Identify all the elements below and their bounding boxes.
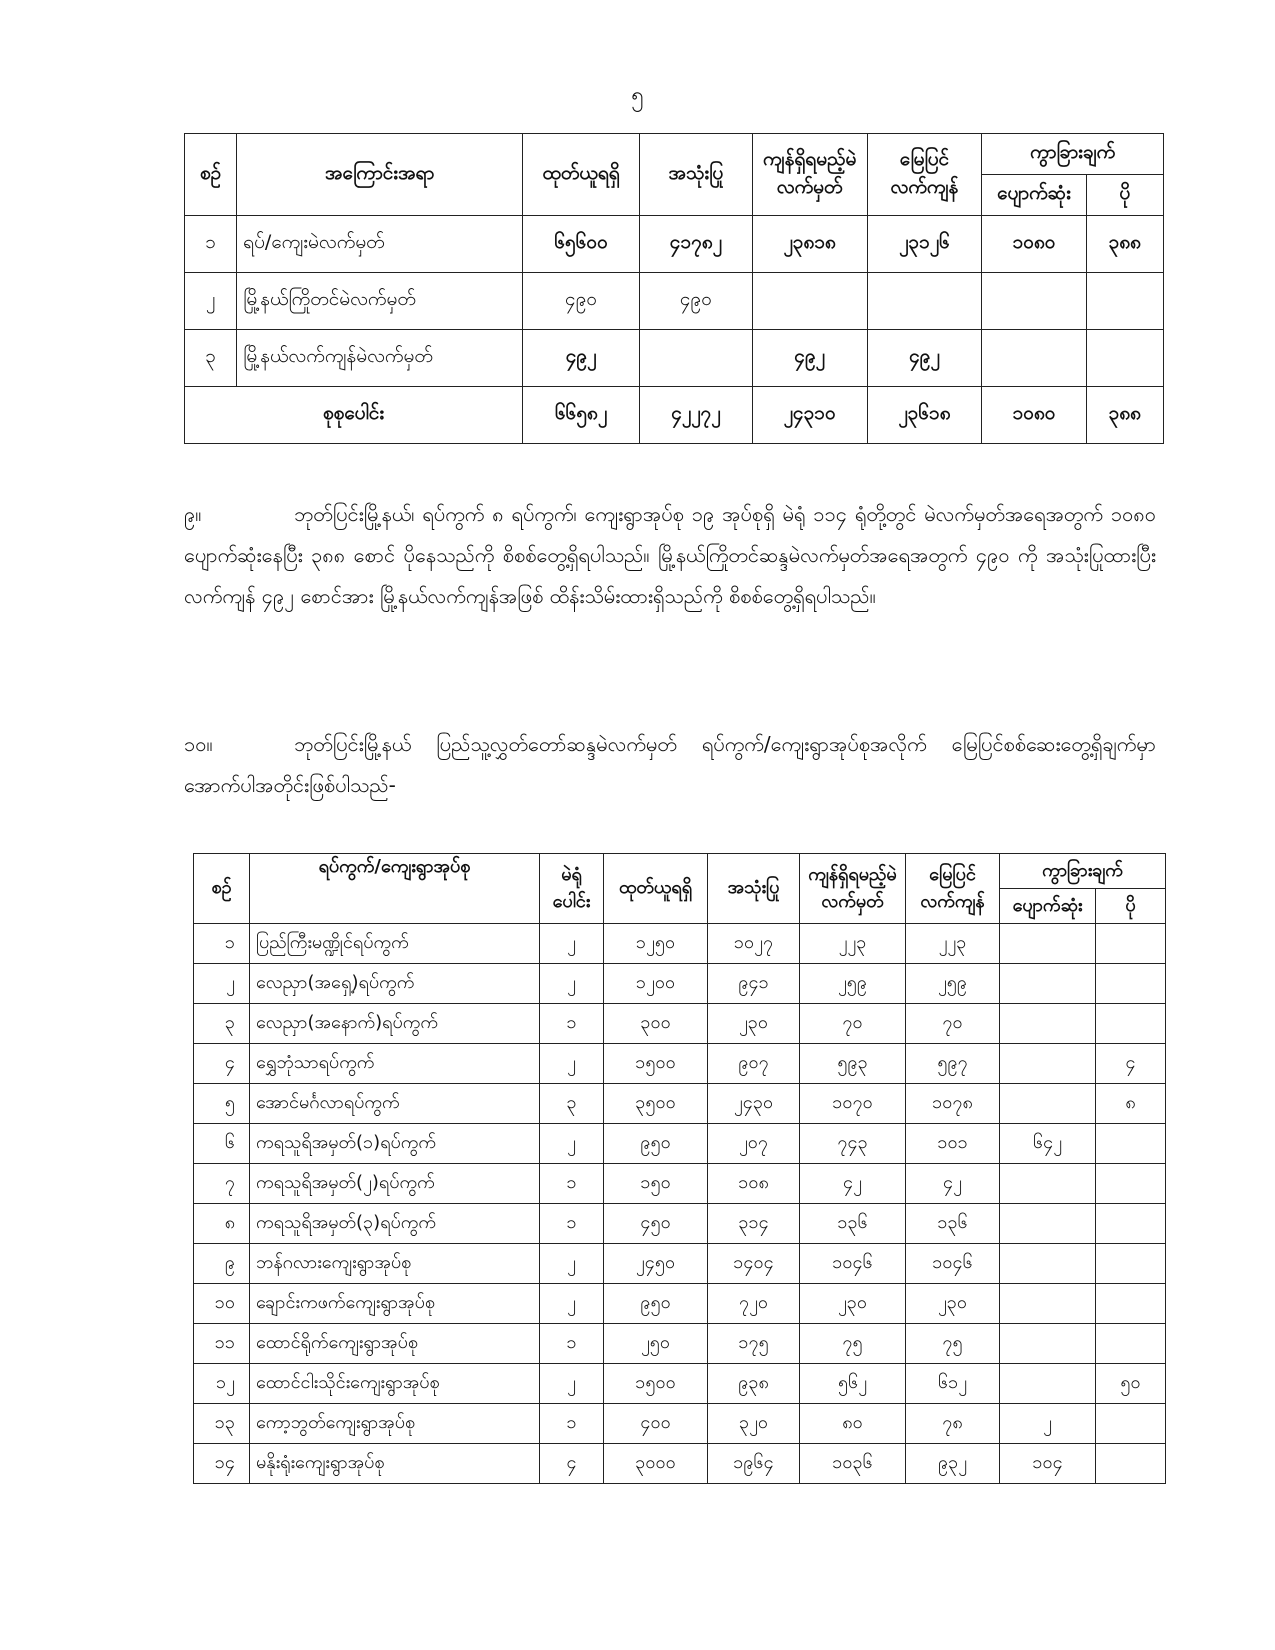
row-no: ၁၂ bbox=[194, 1364, 250, 1404]
row-no: ၄ bbox=[194, 1044, 250, 1084]
paragraph-number: ၁၀။ bbox=[184, 732, 213, 756]
row-excess bbox=[1096, 964, 1166, 1004]
col-should-remain-header: ကျန်ရှိရမည့်မဲလက်မှတ် bbox=[752, 134, 867, 216]
row-excess: ၃၈၈ bbox=[1086, 216, 1163, 273]
col-used-header: အသုံးပြု bbox=[640, 134, 753, 216]
row-missing bbox=[1000, 1084, 1096, 1124]
row-stations: ၄ bbox=[540, 1444, 604, 1484]
row-missing bbox=[1000, 1164, 1096, 1204]
total-used: ၄၂၂၇၂ bbox=[640, 387, 753, 444]
row-no: ၈ bbox=[194, 1204, 250, 1244]
row-received: ၁၅၀၀ bbox=[604, 1364, 708, 1404]
row-actual-remain: ၁၀၇၈ bbox=[906, 1084, 1000, 1124]
row-missing bbox=[1000, 1324, 1096, 1364]
col-no-header: စဉ် bbox=[194, 854, 250, 924]
row-stations: ၃ bbox=[540, 1084, 604, 1124]
col-missing-header: ပျောက်ဆုံး bbox=[982, 175, 1086, 216]
paragraph-9 bbox=[184, 494, 1156, 617]
row-stations: ၂ bbox=[540, 1124, 604, 1164]
row-excess: ၅၀ bbox=[1096, 1364, 1166, 1404]
row-received: ၁၅၀၀ bbox=[604, 1044, 708, 1084]
row-received: ၄၀၀ bbox=[604, 1404, 708, 1444]
ward-ballot-table bbox=[193, 853, 1166, 1484]
row-actual-remain: ၁၀၄၆ bbox=[906, 1244, 1000, 1284]
row-should-remain: ၁၀၄၆ bbox=[800, 1244, 906, 1284]
row-used: ၁၀၈ bbox=[708, 1164, 800, 1204]
col-ward-header: ရပ်ကွက်/ကျေးရွာအုပ်စု bbox=[250, 854, 540, 924]
row-no: ၆ bbox=[194, 1124, 250, 1164]
row-used: ၁၇၅ bbox=[708, 1324, 800, 1364]
row-excess bbox=[1096, 1004, 1166, 1044]
row-stations: ၁ bbox=[540, 1324, 604, 1364]
row-actual-remain bbox=[867, 273, 982, 330]
row-excess bbox=[1096, 1324, 1166, 1364]
row-ward: ရွှေဘုံသာရပ်ကွက် bbox=[250, 1044, 540, 1084]
page-number: ၅ bbox=[631, 83, 644, 108]
row-should-remain: ၁၀၇၀ bbox=[800, 1084, 906, 1124]
col-received-header: ထုတ်ယူရရှိ bbox=[523, 134, 640, 216]
row-should-remain bbox=[752, 273, 867, 330]
row-used: ၃၁၄ bbox=[708, 1204, 800, 1244]
paragraph-number: ၉။ bbox=[184, 502, 202, 526]
row-subject: ရပ်/ကျေးမဲလက်မှတ် bbox=[237, 216, 523, 273]
row-no: ၅ bbox=[194, 1084, 250, 1124]
row-received: ၃၀၀၀ bbox=[604, 1444, 708, 1484]
row-actual-remain: ၁၀၁ bbox=[906, 1124, 1000, 1164]
row-ward: ကရသူရိအမှတ်(၃)ရပ်ကွက် bbox=[250, 1204, 540, 1244]
table-row bbox=[194, 1444, 1166, 1484]
row-received: ၉၅၀ bbox=[604, 1284, 708, 1324]
row-ward: လေညှာ(အနောက်)ရပ်ကွက် bbox=[250, 1004, 540, 1044]
table-row bbox=[185, 273, 1164, 330]
row-no: ၁၄ bbox=[194, 1444, 250, 1484]
row-received: ၂၄၅၀ bbox=[604, 1244, 708, 1284]
row-used: ၄၉၀ bbox=[640, 273, 753, 330]
row-received: ၆၅၆၀၀ bbox=[523, 216, 640, 273]
row-no: ၁၃ bbox=[194, 1404, 250, 1444]
row-actual-remain: ၇၀ bbox=[906, 1004, 1000, 1044]
row-used bbox=[640, 330, 753, 387]
col-used-header: အသုံးပြု bbox=[708, 854, 800, 924]
row-ward: ကရသူရိအမှတ်(၁)ရပ်ကွက် bbox=[250, 1124, 540, 1164]
row-no: ၃ bbox=[185, 330, 237, 387]
row-missing: ၁၀၈၀ bbox=[982, 216, 1086, 273]
table-row bbox=[194, 1044, 1166, 1084]
row-actual-remain: ၁၃၆ bbox=[906, 1204, 1000, 1244]
table-row bbox=[194, 1364, 1166, 1404]
row-no: ၂ bbox=[185, 273, 237, 330]
row-ward: မနိုးရုံးကျေးရွာအုပ်စု bbox=[250, 1444, 540, 1484]
row-excess bbox=[1096, 1444, 1166, 1484]
row-excess bbox=[1096, 1404, 1166, 1444]
col-excess-header: ပို bbox=[1096, 889, 1166, 924]
row-ward: လေညှာ(အရှေ့)ရပ်ကွက် bbox=[250, 964, 540, 1004]
table-row bbox=[194, 924, 1166, 964]
row-should-remain: ၁၀၃၆ bbox=[800, 1444, 906, 1484]
row-should-remain: ၂၅၉ bbox=[800, 964, 906, 1004]
row-received: ၂၅၀ bbox=[604, 1324, 708, 1364]
col-excess-header: ပို bbox=[1086, 175, 1163, 216]
row-missing bbox=[1000, 1364, 1096, 1404]
row-missing: ၂ bbox=[1000, 1404, 1096, 1444]
row-should-remain: ၁၃၆ bbox=[800, 1204, 906, 1244]
row-missing bbox=[1000, 1004, 1096, 1044]
total-row bbox=[185, 387, 1164, 444]
row-should-remain: ၂၂၃ bbox=[800, 924, 906, 964]
row-actual-remain: ၇၅ bbox=[906, 1324, 1000, 1364]
table-row bbox=[194, 1324, 1166, 1364]
row-stations: ၂ bbox=[540, 964, 604, 1004]
row-subject: မြို့နယ်ကြိုတင်မဲလက်မှတ် bbox=[237, 273, 523, 330]
row-stations: ၁ bbox=[540, 1004, 604, 1044]
row-ward: အောင်မင်္ဂလာရပ်ကွက် bbox=[250, 1084, 540, 1124]
total-excess: ၃၈၈ bbox=[1086, 387, 1163, 444]
total-should-remain: ၂၄၃၁၀ bbox=[752, 387, 867, 444]
row-received: ၄၅၀ bbox=[604, 1204, 708, 1244]
table-row bbox=[194, 1244, 1166, 1284]
row-no: ၁ bbox=[185, 216, 237, 273]
row-received: ၃၀၀ bbox=[604, 1004, 708, 1044]
row-used: ၂၄၃၀ bbox=[708, 1084, 800, 1124]
paragraph-10 bbox=[184, 724, 1156, 806]
row-actual-remain: ၂၅၉ bbox=[906, 964, 1000, 1004]
row-should-remain: ၈၀ bbox=[800, 1404, 906, 1444]
table-row bbox=[194, 1004, 1166, 1044]
row-used: ၄၁၇၈၂ bbox=[640, 216, 753, 273]
table-row bbox=[194, 1204, 1166, 1244]
table-row bbox=[194, 964, 1166, 1004]
row-stations: ၁ bbox=[540, 1204, 604, 1244]
paragraph-text: ဘုတ်ပြင်းမြို့နယ်၊ ရပ်ကွက် ၈ ရပ်ကွက်၊ ကျေးရွာအုပ်စု ၁၉ အုပ်စုရှိ မဲရုံ ၁၁၄ ရုံတို့တွင် မဲလက်မှတ်အရေအတွက် ၁၀၈၀ ပျောက်ဆုံးနေပြီး ၃၈၈ စောင် ပိုနေသည်ကို စိစစ်တွေ့ရှိရပါသည်။ မြို့နယ်ကြိုတင်ဆန္ဒမဲလက်မှတ်အရေအတွက် ၄၉၀ ကို အသုံးပြုထားပြီး လက်ကျန် ၄၉၂ စောင်အား မြို့နယ်လက်ကျန်အဖြစ် ထိန်းသိမ်းထားရှိသည်ကို စိစစ်တွေ့ရှိရပါသည်။ bbox=[184, 502, 1156, 608]
row-should-remain: ၅၉၃ bbox=[800, 1044, 906, 1084]
row-received: ၁၂၀၀ bbox=[604, 964, 708, 1004]
row-excess bbox=[1096, 1244, 1166, 1284]
row-no: ၁၀ bbox=[194, 1284, 250, 1324]
table-row bbox=[194, 1084, 1166, 1124]
row-missing bbox=[982, 330, 1086, 387]
row-should-remain: ၂၃၈၁၈ bbox=[752, 216, 867, 273]
row-missing: ၆၄၂ bbox=[1000, 1124, 1096, 1164]
row-stations: ၂ bbox=[540, 1244, 604, 1284]
row-missing bbox=[1000, 1044, 1096, 1084]
row-excess bbox=[1096, 1284, 1166, 1324]
row-received: ၉၅၀ bbox=[604, 1124, 708, 1164]
row-ward: ပြည်ကြီးမဏ္ဍိုင်ရပ်ကွက် bbox=[250, 924, 540, 964]
table-row bbox=[194, 1124, 1166, 1164]
row-excess bbox=[1086, 330, 1163, 387]
row-should-remain: ၅၆၂ bbox=[800, 1364, 906, 1404]
row-received: ၄၉၀ bbox=[523, 273, 640, 330]
row-received: ၁၅၀ bbox=[604, 1164, 708, 1204]
row-actual-remain: ၇၈ bbox=[906, 1404, 1000, 1444]
row-should-remain: ၇၀ bbox=[800, 1004, 906, 1044]
row-actual-remain: ၄၉၂ bbox=[867, 330, 982, 387]
row-missing bbox=[1000, 964, 1096, 1004]
row-should-remain: ၄၂ bbox=[800, 1164, 906, 1204]
table-row bbox=[194, 1284, 1166, 1324]
row-missing bbox=[1000, 1244, 1096, 1284]
row-received: ၃၅၀၀ bbox=[604, 1084, 708, 1124]
row-used: ၂၀၇ bbox=[708, 1124, 800, 1164]
col-stations-header: မဲရုံပေါင်း bbox=[540, 854, 604, 924]
row-used: ၉၃၈ bbox=[708, 1364, 800, 1404]
row-actual-remain: ၄၂ bbox=[906, 1164, 1000, 1204]
row-excess bbox=[1096, 924, 1166, 964]
row-received: ၄၉၂ bbox=[523, 330, 640, 387]
total-received: ၆၆၅၈၂ bbox=[523, 387, 640, 444]
table-row bbox=[194, 1404, 1166, 1444]
row-missing bbox=[982, 273, 1086, 330]
row-ward: ကော့ဘွတ်ကျေးရွာအုပ်စု bbox=[250, 1404, 540, 1444]
row-actual-remain: ၉၃၂ bbox=[906, 1444, 1000, 1484]
row-actual-remain: ၆၁၂ bbox=[906, 1364, 1000, 1404]
row-ward: ကရသူရိအမှတ်(၂)ရပ်ကွက် bbox=[250, 1164, 540, 1204]
total-actual-remain: ၂၃၆၁၈ bbox=[867, 387, 982, 444]
table-row bbox=[185, 216, 1164, 273]
col-subject-header: အကြောင်းအရာ bbox=[237, 134, 523, 216]
row-excess bbox=[1096, 1204, 1166, 1244]
table-row bbox=[185, 330, 1164, 387]
row-received: ၁၂၅၀ bbox=[604, 924, 708, 964]
row-missing bbox=[1000, 1204, 1096, 1244]
row-used: ၉၀၇ bbox=[708, 1044, 800, 1084]
row-stations: ၂ bbox=[540, 924, 604, 964]
row-no: ၂ bbox=[194, 964, 250, 1004]
row-excess: ၄ bbox=[1096, 1044, 1166, 1084]
row-no: ၁ bbox=[194, 924, 250, 964]
col-received-header: ထုတ်ယူရရှိ bbox=[604, 854, 708, 924]
row-should-remain: ၇၄၃ bbox=[800, 1124, 906, 1164]
total-missing: ၁၀၈၀ bbox=[982, 387, 1086, 444]
row-actual-remain: ၂၂၃ bbox=[906, 924, 1000, 964]
row-used: ၂၃၀ bbox=[708, 1004, 800, 1044]
row-ward: ထောင်ရိုက်ကျေးရွာအုပ်စု bbox=[250, 1324, 540, 1364]
row-no: ၁၁ bbox=[194, 1324, 250, 1364]
row-stations: ၁ bbox=[540, 1164, 604, 1204]
col-should-remain-header: ကျန်ရှိရမည့်မဲလက်မှတ် bbox=[800, 854, 906, 924]
row-should-remain: ၂၃၀ bbox=[800, 1284, 906, 1324]
row-stations: ၂ bbox=[540, 1364, 604, 1404]
col-missing-header: ပျောက်ဆုံး bbox=[1000, 889, 1096, 924]
row-stations: ၂ bbox=[540, 1044, 604, 1084]
row-no: ၃ bbox=[194, 1004, 250, 1044]
row-stations: ၂ bbox=[540, 1284, 604, 1324]
row-should-remain: ၄၉၂ bbox=[752, 330, 867, 387]
row-no: ၇ bbox=[194, 1164, 250, 1204]
row-missing: ၁၀၄ bbox=[1000, 1444, 1096, 1484]
row-excess bbox=[1096, 1164, 1166, 1204]
row-excess bbox=[1096, 1124, 1166, 1164]
row-missing bbox=[1000, 924, 1096, 964]
row-used: ၁၀၂၇ bbox=[708, 924, 800, 964]
row-ward: ချောင်းကဖက်ကျေးရွာအုပ်စု bbox=[250, 1284, 540, 1324]
row-should-remain: ၇၅ bbox=[800, 1324, 906, 1364]
row-actual-remain: ၂၃၀ bbox=[906, 1284, 1000, 1324]
row-ward: ဘန်ဂလားကျေးရွာအုပ်စု bbox=[250, 1244, 540, 1284]
row-used: ၉၄၁ bbox=[708, 964, 800, 1004]
row-excess: ၈ bbox=[1096, 1084, 1166, 1124]
row-used: ၁၄၀၄ bbox=[708, 1244, 800, 1284]
row-used: ၁၉၆၄ bbox=[708, 1444, 800, 1484]
col-actual-remain-header: မြေပြင်လက်ကျန် bbox=[906, 854, 1000, 924]
row-used: ၃၂၀ bbox=[708, 1404, 800, 1444]
row-excess bbox=[1086, 273, 1163, 330]
row-subject: မြို့နယ်လက်ကျန်မဲလက်မှတ် bbox=[237, 330, 523, 387]
row-actual-remain: ၂၃၁၂၆ bbox=[867, 216, 982, 273]
total-label: စုစုပေါင်း bbox=[185, 387, 523, 444]
row-stations: ၁ bbox=[540, 1404, 604, 1444]
col-no-header: စဉ် bbox=[185, 134, 237, 216]
col-difference-header: ကွာခြားချက် bbox=[982, 134, 1164, 175]
col-difference-header: ကွာခြားချက် bbox=[1000, 854, 1166, 889]
row-ward: ထောင်ငါးသိုင်းကျေးရွာအုပ်စု bbox=[250, 1364, 540, 1404]
row-no: ၉ bbox=[194, 1244, 250, 1284]
paragraph-text: ဘုတ်ပြင်းမြို့နယ် ပြည်သူ့လွှတ်တော်ဆန္ဒမဲလက်မှတ် ရပ်ကွက်/ကျေးရွာအုပ်စုအလိုက် မြေပြင်စစ်ဆေးတွေ့ရှိချက်မှာ အောက်ပါအတိုင်းဖြစ်ပါသည်- bbox=[184, 732, 1156, 797]
row-used: ၇၂၀ bbox=[708, 1284, 800, 1324]
table-row bbox=[194, 1164, 1166, 1204]
ballot-summary-table bbox=[184, 133, 1164, 444]
row-actual-remain: ၅၉၇ bbox=[906, 1044, 1000, 1084]
row-missing bbox=[1000, 1284, 1096, 1324]
col-actual-remain-header: မြေပြင်လက်ကျန် bbox=[867, 134, 982, 216]
